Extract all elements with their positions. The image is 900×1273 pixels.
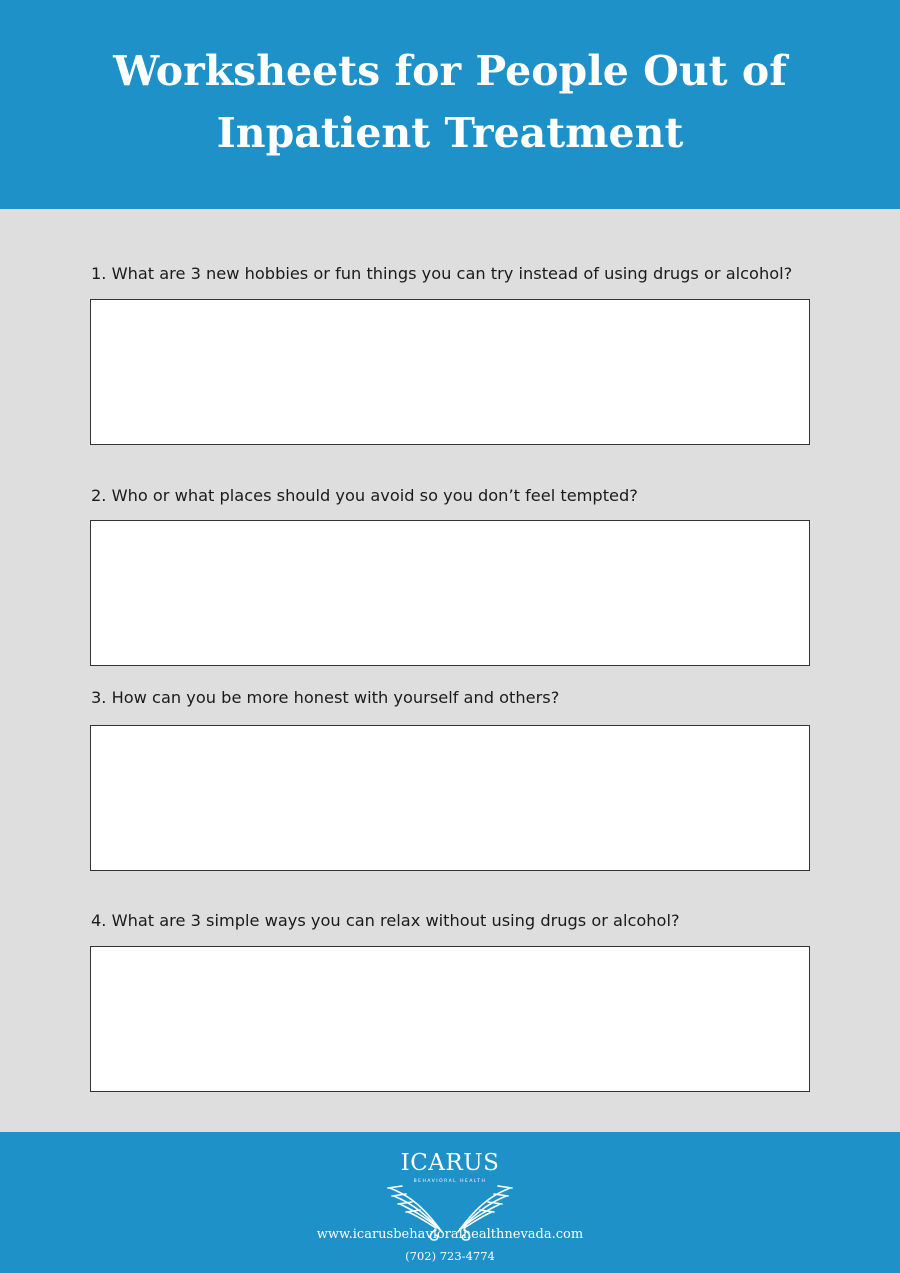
page-title: Worksheets for People Out of Inpatient Treatment (113, 46, 787, 157)
answer-box-2[interactable] (90, 520, 810, 666)
answer-box-4[interactable] (90, 946, 810, 1092)
logo-subtitle: BEHAVIORAL HEALTH (413, 1179, 487, 1184)
header-banner (0, 0, 900, 209)
footer (0, 1132, 900, 1273)
question-1: 1. What are 3 new hobbies or fun things you can try instead of using drugs or alcohol? (91, 264, 793, 283)
logo-wordmark: ICARUS (400, 1150, 500, 1176)
answer-box-3[interactable] (90, 725, 810, 871)
icarus-logo (380, 1150, 520, 1230)
question-4: 4. What are 3 simple ways you can relax without using drugs or alcohol? (91, 911, 680, 930)
question-3: 3. How can you be more honest with yourself and others? (91, 688, 560, 707)
website-url[interactable]: www.icarusbehavioralhealthnevada.com (316, 1227, 584, 1242)
question-2: 2. Who or what places should you avoid so you don’t feel tempted? (91, 486, 638, 505)
phone-number: (702) 723-4774 (405, 1249, 495, 1263)
answer-box-1[interactable] (90, 299, 810, 445)
